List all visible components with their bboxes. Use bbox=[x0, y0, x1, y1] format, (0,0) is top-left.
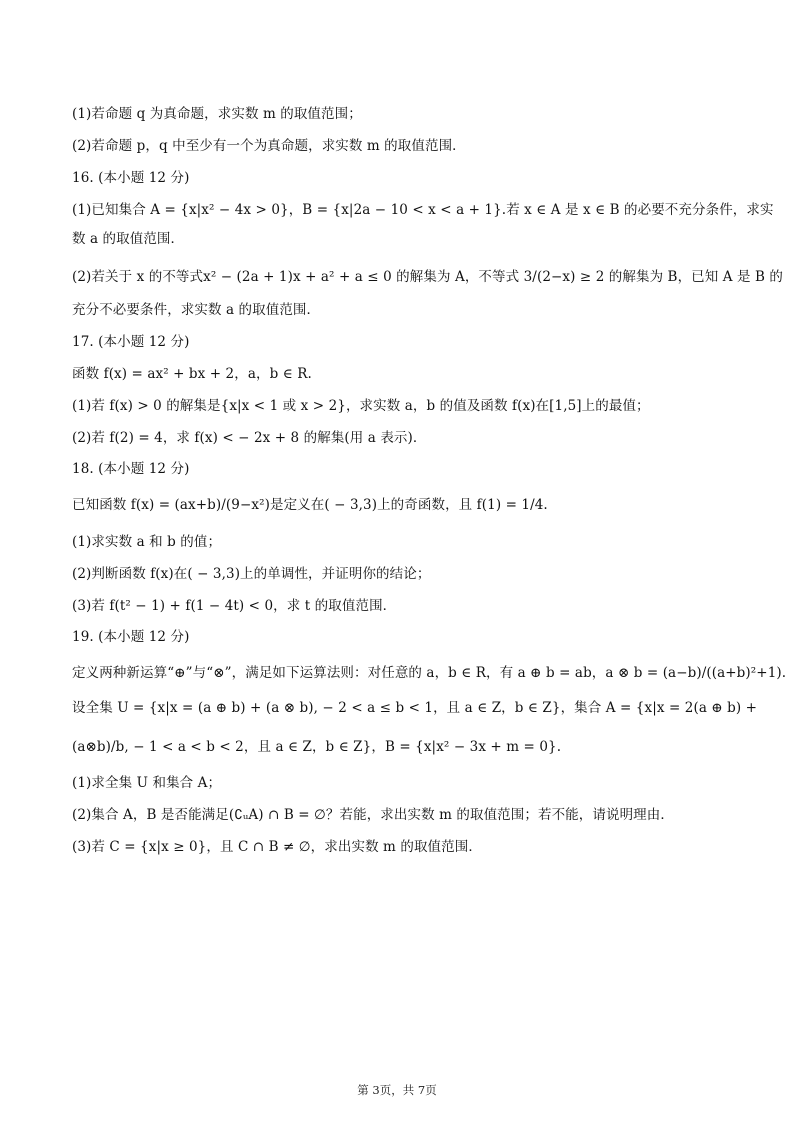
q18-part2: (2)判断函数 f(x)在( − 3,3)上的单调性，并证明你的结论； bbox=[72, 566, 431, 582]
q18-stem: 已知函数 f(x) = (ax+b)/(9−x²)是定义在( − 3,3)上的奇函数，且 f(1) = 1/4. bbox=[72, 497, 548, 513]
q19-stem-line3: (a⊗b)/b, − 1 < a < b < 2，且 a ∈ Z，b ∈ Z}，B = {x|x² − 3x + m = 0}. bbox=[72, 739, 562, 755]
q16-part1-line1: (1)已知集合 A = {x|x² − 4x > 0}，B = {x|2a − 10 < x < a + 1}.若 x ∈ A 是 x ∈ B 的必要不充分条件，求实 bbox=[72, 202, 774, 218]
q16-header: 16. (本小题 12 分) bbox=[72, 170, 190, 186]
q17-stem: 函数 f(x) = ax² + bx + 2，a，b ∈ R. bbox=[72, 366, 312, 382]
q19-part2: (2)集合 A，B 是否能满足(∁ᵤA) ∩ B = ∅？若能，求出实数 m 的取值范围；若不能，请说明理由． bbox=[72, 807, 674, 823]
q19-stem-line1: 定义两种新运算“⊕”与“⊗”，满足如下运算法则：对任意的 a，b ∈ R，有 a ⊕ b = ab，a ⊗ b = (a−b)/((a+b)²+1). bbox=[72, 665, 787, 681]
q18-header: 18. (本小题 12 分) bbox=[72, 461, 190, 477]
q16-part2-line1: (2)若关于 x 的不等式x² − (2a + 1)x + a² + a ≤ 0 的解集为 A，不等式 3/(2−x) ≥ 2 的解集为 B，已知 A 是 B 的 bbox=[72, 269, 784, 285]
q17-part2: (2)若 f(2) = 4，求 f(x) < − 2x + 8 的解集(用 a 表示)． bbox=[72, 430, 427, 446]
q19-part1: (1)求全集 U 和集合 A； bbox=[72, 775, 222, 791]
q16-part2-line2: 充分不必要条件，求实数 a 的取值范围． bbox=[72, 302, 321, 318]
q19-header: 19. (本小题 12 分) bbox=[72, 629, 190, 645]
page-footer: 第 3页，共 7页 bbox=[357, 1083, 437, 1097]
q18-part3: (3)若 f(t² − 1) + f(1 − 4t) < 0，求 t 的取值范围． bbox=[72, 598, 397, 614]
q15-part1: (1)若命题 q 为真命题，求实数 m 的取值范围； bbox=[72, 106, 362, 122]
q16-part1-line2: 数 a 的取值范围． bbox=[72, 231, 185, 247]
q15-part2: (2)若命题 p，q 中至少有一个为真命题，求实数 m 的取值范围． bbox=[72, 138, 466, 154]
q18-part1: (1)求实数 a 和 b 的值； bbox=[72, 534, 222, 550]
q17-part1: (1)若 f(x) > 0 的解集是{x|x < 1 或 x > 2}，求实数 a，b 的值及函数 f(x)在[1,5]上的最值； bbox=[72, 398, 650, 414]
q19-stem-line2: 设全集 U = {x|x = (a ⊕ b) + (a ⊗ b), − 2 < a ≤ b < 1，且 a ∈ Z，b ∈ Z}，集合 A = {x|x = 2(a ⊕ b) + bbox=[72, 700, 758, 716]
q17-header: 17. (本小题 12 分) bbox=[72, 334, 190, 350]
q19-part3: (3)若 C = {x|x ≥ 0}，且 C ∩ B ≠ ∅，求出实数 m 的取值范围． bbox=[72, 839, 482, 855]
